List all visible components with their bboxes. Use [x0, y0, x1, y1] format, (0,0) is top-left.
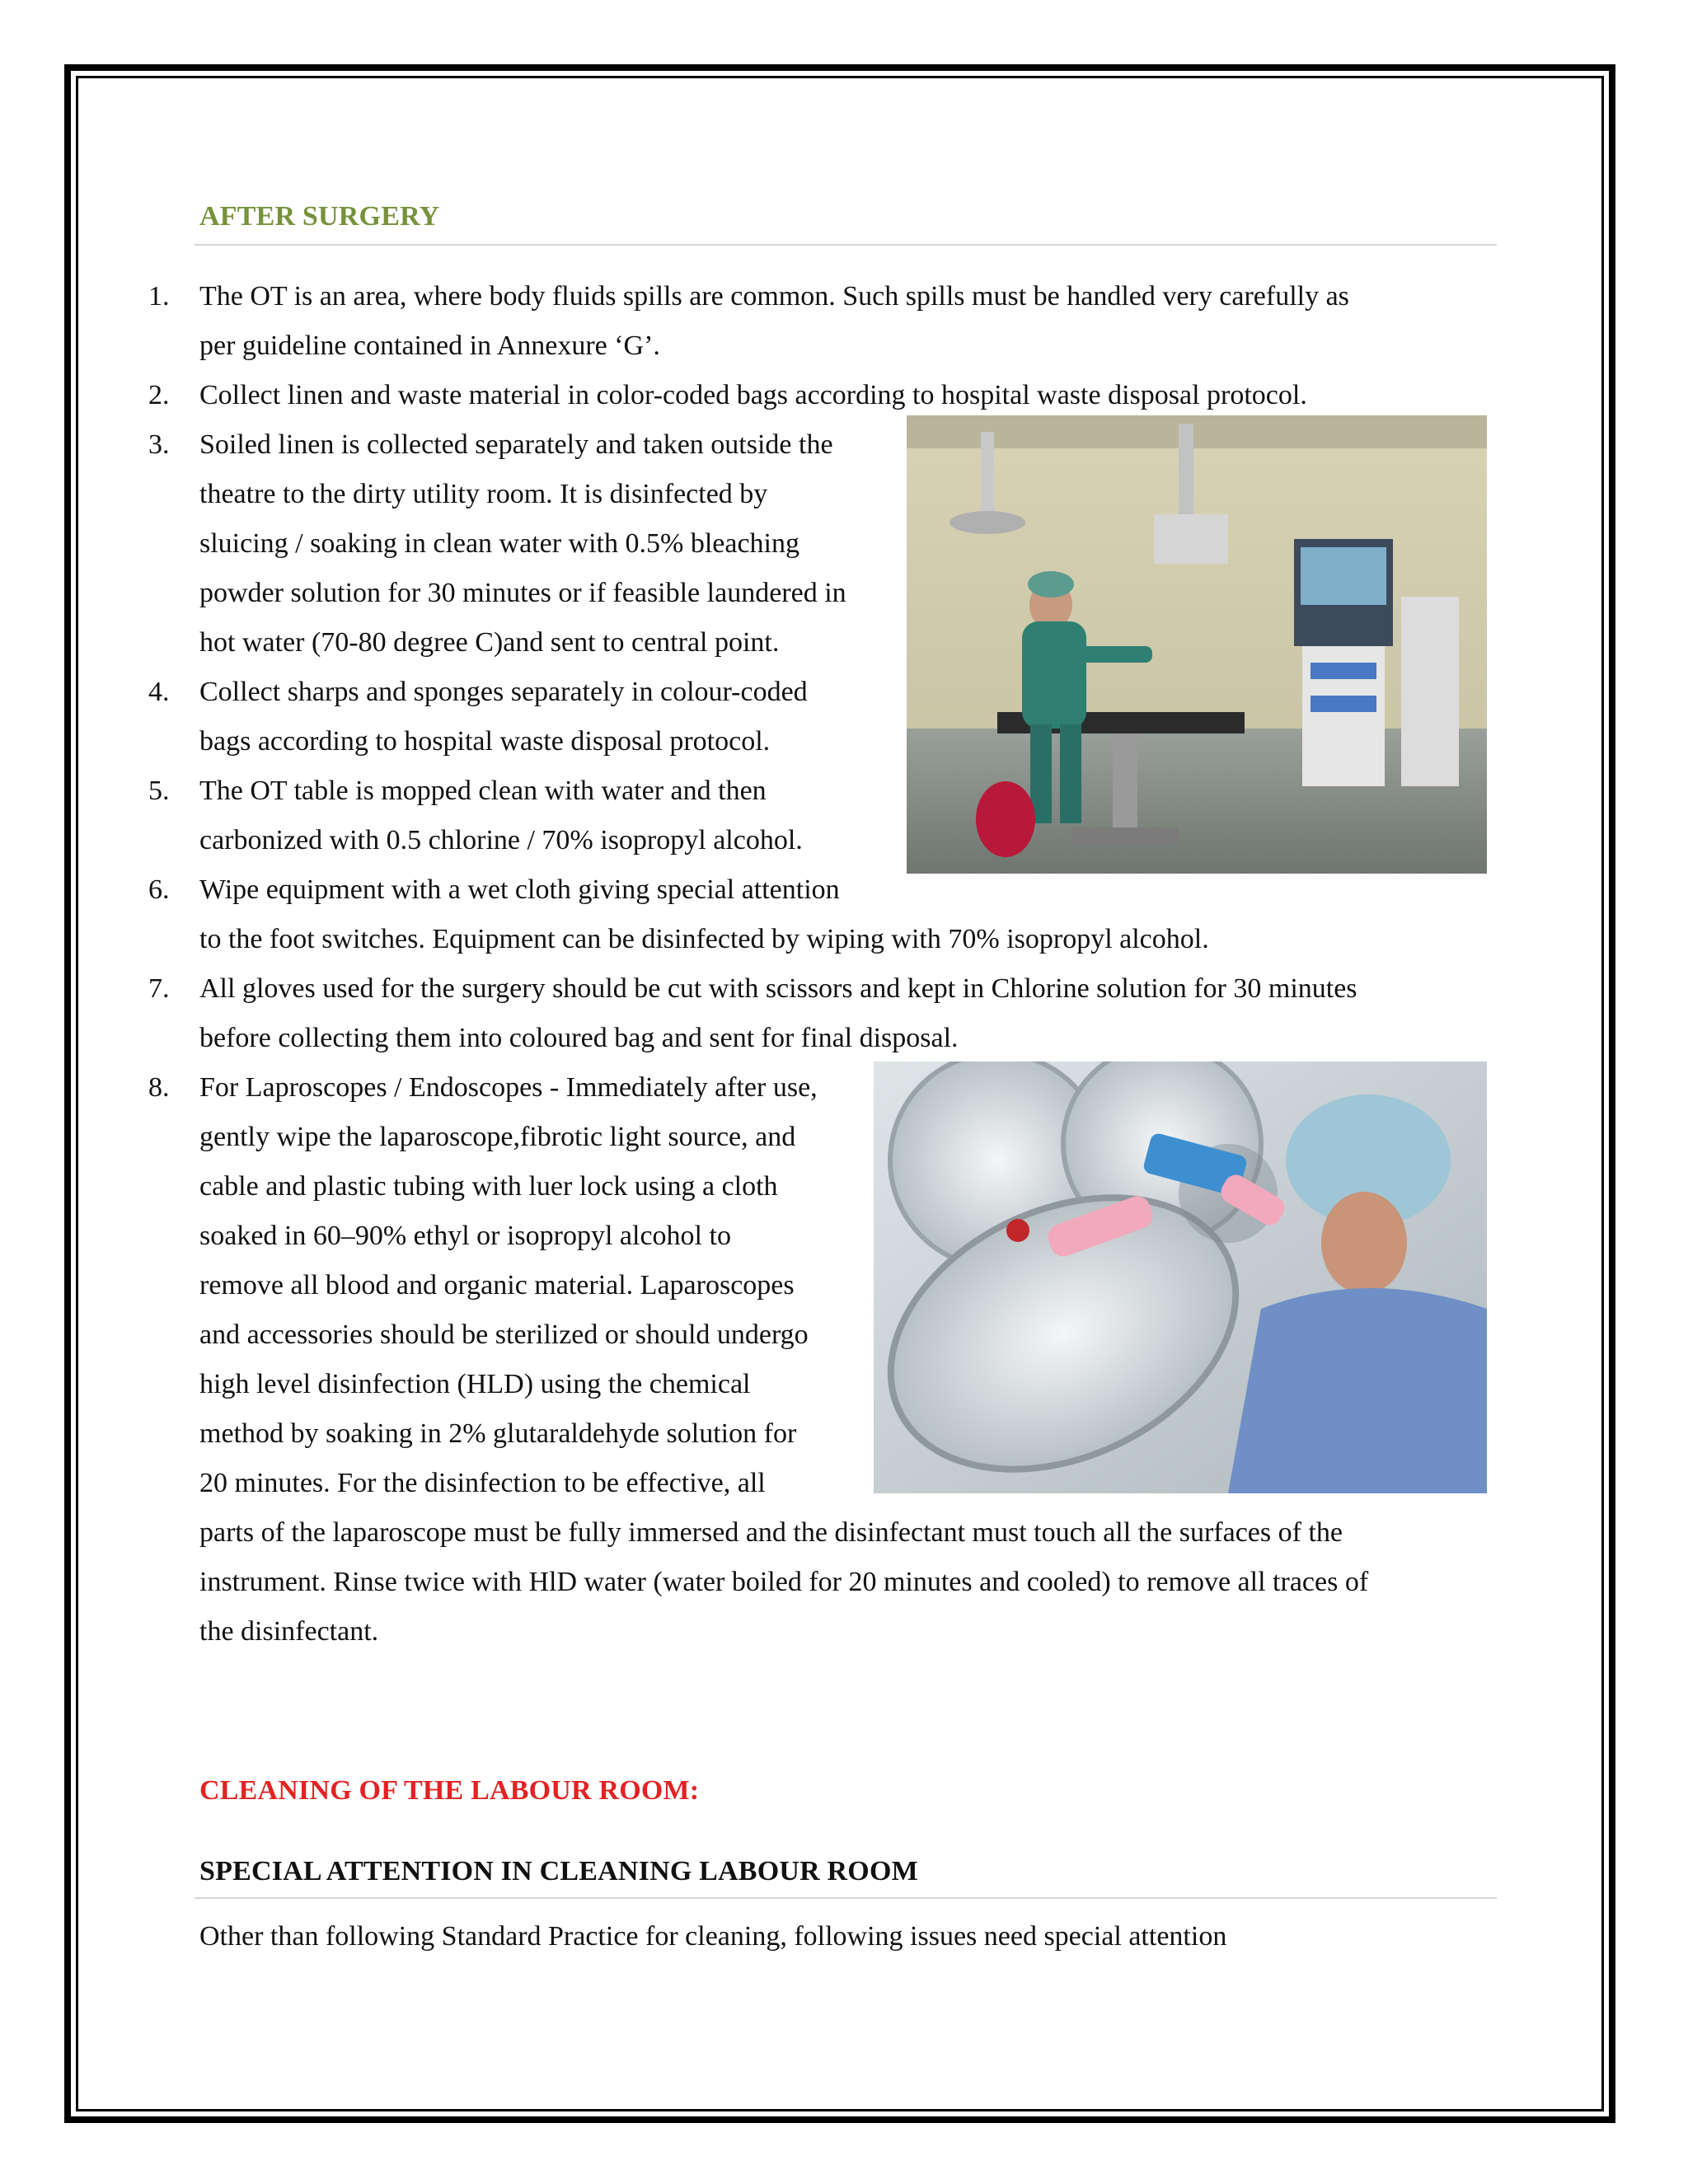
- list-item-text: remove all blood and organic material. Laparoscopes: [199, 1270, 795, 1301]
- surgical-light-wiping-photo: [874, 1062, 1487, 1493]
- list-item-text: Soiled linen is collected separately and taken outside the: [199, 429, 833, 460]
- list-item-text: hot water (70-80 degree C)and sent to central point.: [199, 627, 780, 658]
- list-number: 6.: [148, 874, 170, 905]
- heading-rule: [195, 244, 1497, 246]
- list-number: 8.: [148, 1072, 170, 1103]
- section-heading-after-surgery: AFTER SURGERY: [199, 201, 440, 232]
- section-heading-special-attention: SPECIAL ATTENTION IN CLEANING LABOUR ROOM: [199, 1856, 918, 1886]
- list-item-text: Collect sharps and sponges separately in colour-coded: [199, 677, 808, 707]
- list-item-text: to the foot switches. Equipment can be disinfected by wiping with 70% isopropyl alcohol.: [199, 924, 1209, 954]
- list-item-text: bags according to hospital waste disposal protocol.: [199, 726, 771, 757]
- list-item-text: instrument. Rinse twice with HlD water (water boiled for 20 minutes and cooled) to remove all traces of: [199, 1567, 1369, 1597]
- list-item-text: All gloves used for the surgery should be cut with scissors and kept in Chlorine solution for 30 minutes: [199, 973, 1357, 1004]
- operating-theatre-photo: [907, 415, 1487, 874]
- list-item-text: gently wipe the laparoscope,fibrotic light source, and: [199, 1122, 796, 1152]
- list-item-text: method by soaking in 2% glutaraldehyde solution for: [199, 1418, 797, 1449]
- list-item-text: parts of the laparoscope must be fully immersed and the disinfectant must touch all the surfaces of the: [199, 1517, 1343, 1548]
- list-number: 1.: [148, 281, 170, 312]
- list-item-text: soaked in 60–90% ethyl or isopropyl alcohol to: [199, 1221, 731, 1251]
- list-number: 5.: [148, 776, 170, 806]
- list-item-text: per guideline contained in Annexure ‘G’.: [199, 330, 660, 361]
- list-item-text: theatre to the dirty utility room. It is disinfected by: [199, 479, 768, 509]
- list-item-text: Collect linen and waste material in color-coded bags according to hospital waste disposal protocol.: [199, 380, 1307, 410]
- list-item-text: The OT table is mopped clean with water and then: [199, 776, 767, 806]
- list-number: 2.: [148, 380, 170, 410]
- list-item-text: before collecting them into coloured bag and sent for final disposal.: [199, 1023, 959, 1053]
- list-item-text: powder solution for 30 minutes or if feasible laundered in: [199, 578, 846, 608]
- list-item-text: sluicing / soaking in clean water with 0.5% bleaching: [199, 528, 799, 559]
- list-item-text: cable and plastic tubing with luer lock using a cloth: [199, 1171, 778, 1202]
- list-item-text: 20 minutes. For the disinfection to be effective, all: [199, 1468, 766, 1498]
- list-item-text: Wipe equipment with a wet cloth giving special attention: [199, 874, 840, 905]
- heading-rule: [195, 1897, 1497, 1899]
- list-item-text: the disinfectant.: [199, 1616, 379, 1647]
- list-number: 4.: [148, 677, 170, 707]
- list-item-text: For Laproscopes / Endoscopes - Immediately after use,: [199, 1072, 818, 1103]
- list-item-text: The OT is an area, where body fluids spills are common. Such spills must be handled very carefully as: [199, 281, 1349, 312]
- paragraph-text: Other than following Standard Practice for cleaning, following issues need special attention: [199, 1921, 1227, 1952]
- section-heading-cleaning-labour-room: CLEANING OF THE LABOUR ROOM:: [199, 1775, 700, 1806]
- list-item-text: carbonized with 0.5 chlorine / 70% isopropyl alcohol.: [199, 825, 803, 855]
- list-number: 3.: [148, 429, 170, 460]
- list-number: 7.: [148, 973, 170, 1004]
- list-item-text: and accessories should be sterilized or should undergo: [199, 1319, 809, 1350]
- list-item-text: high level disinfection (HLD) using the chemical: [199, 1369, 751, 1399]
